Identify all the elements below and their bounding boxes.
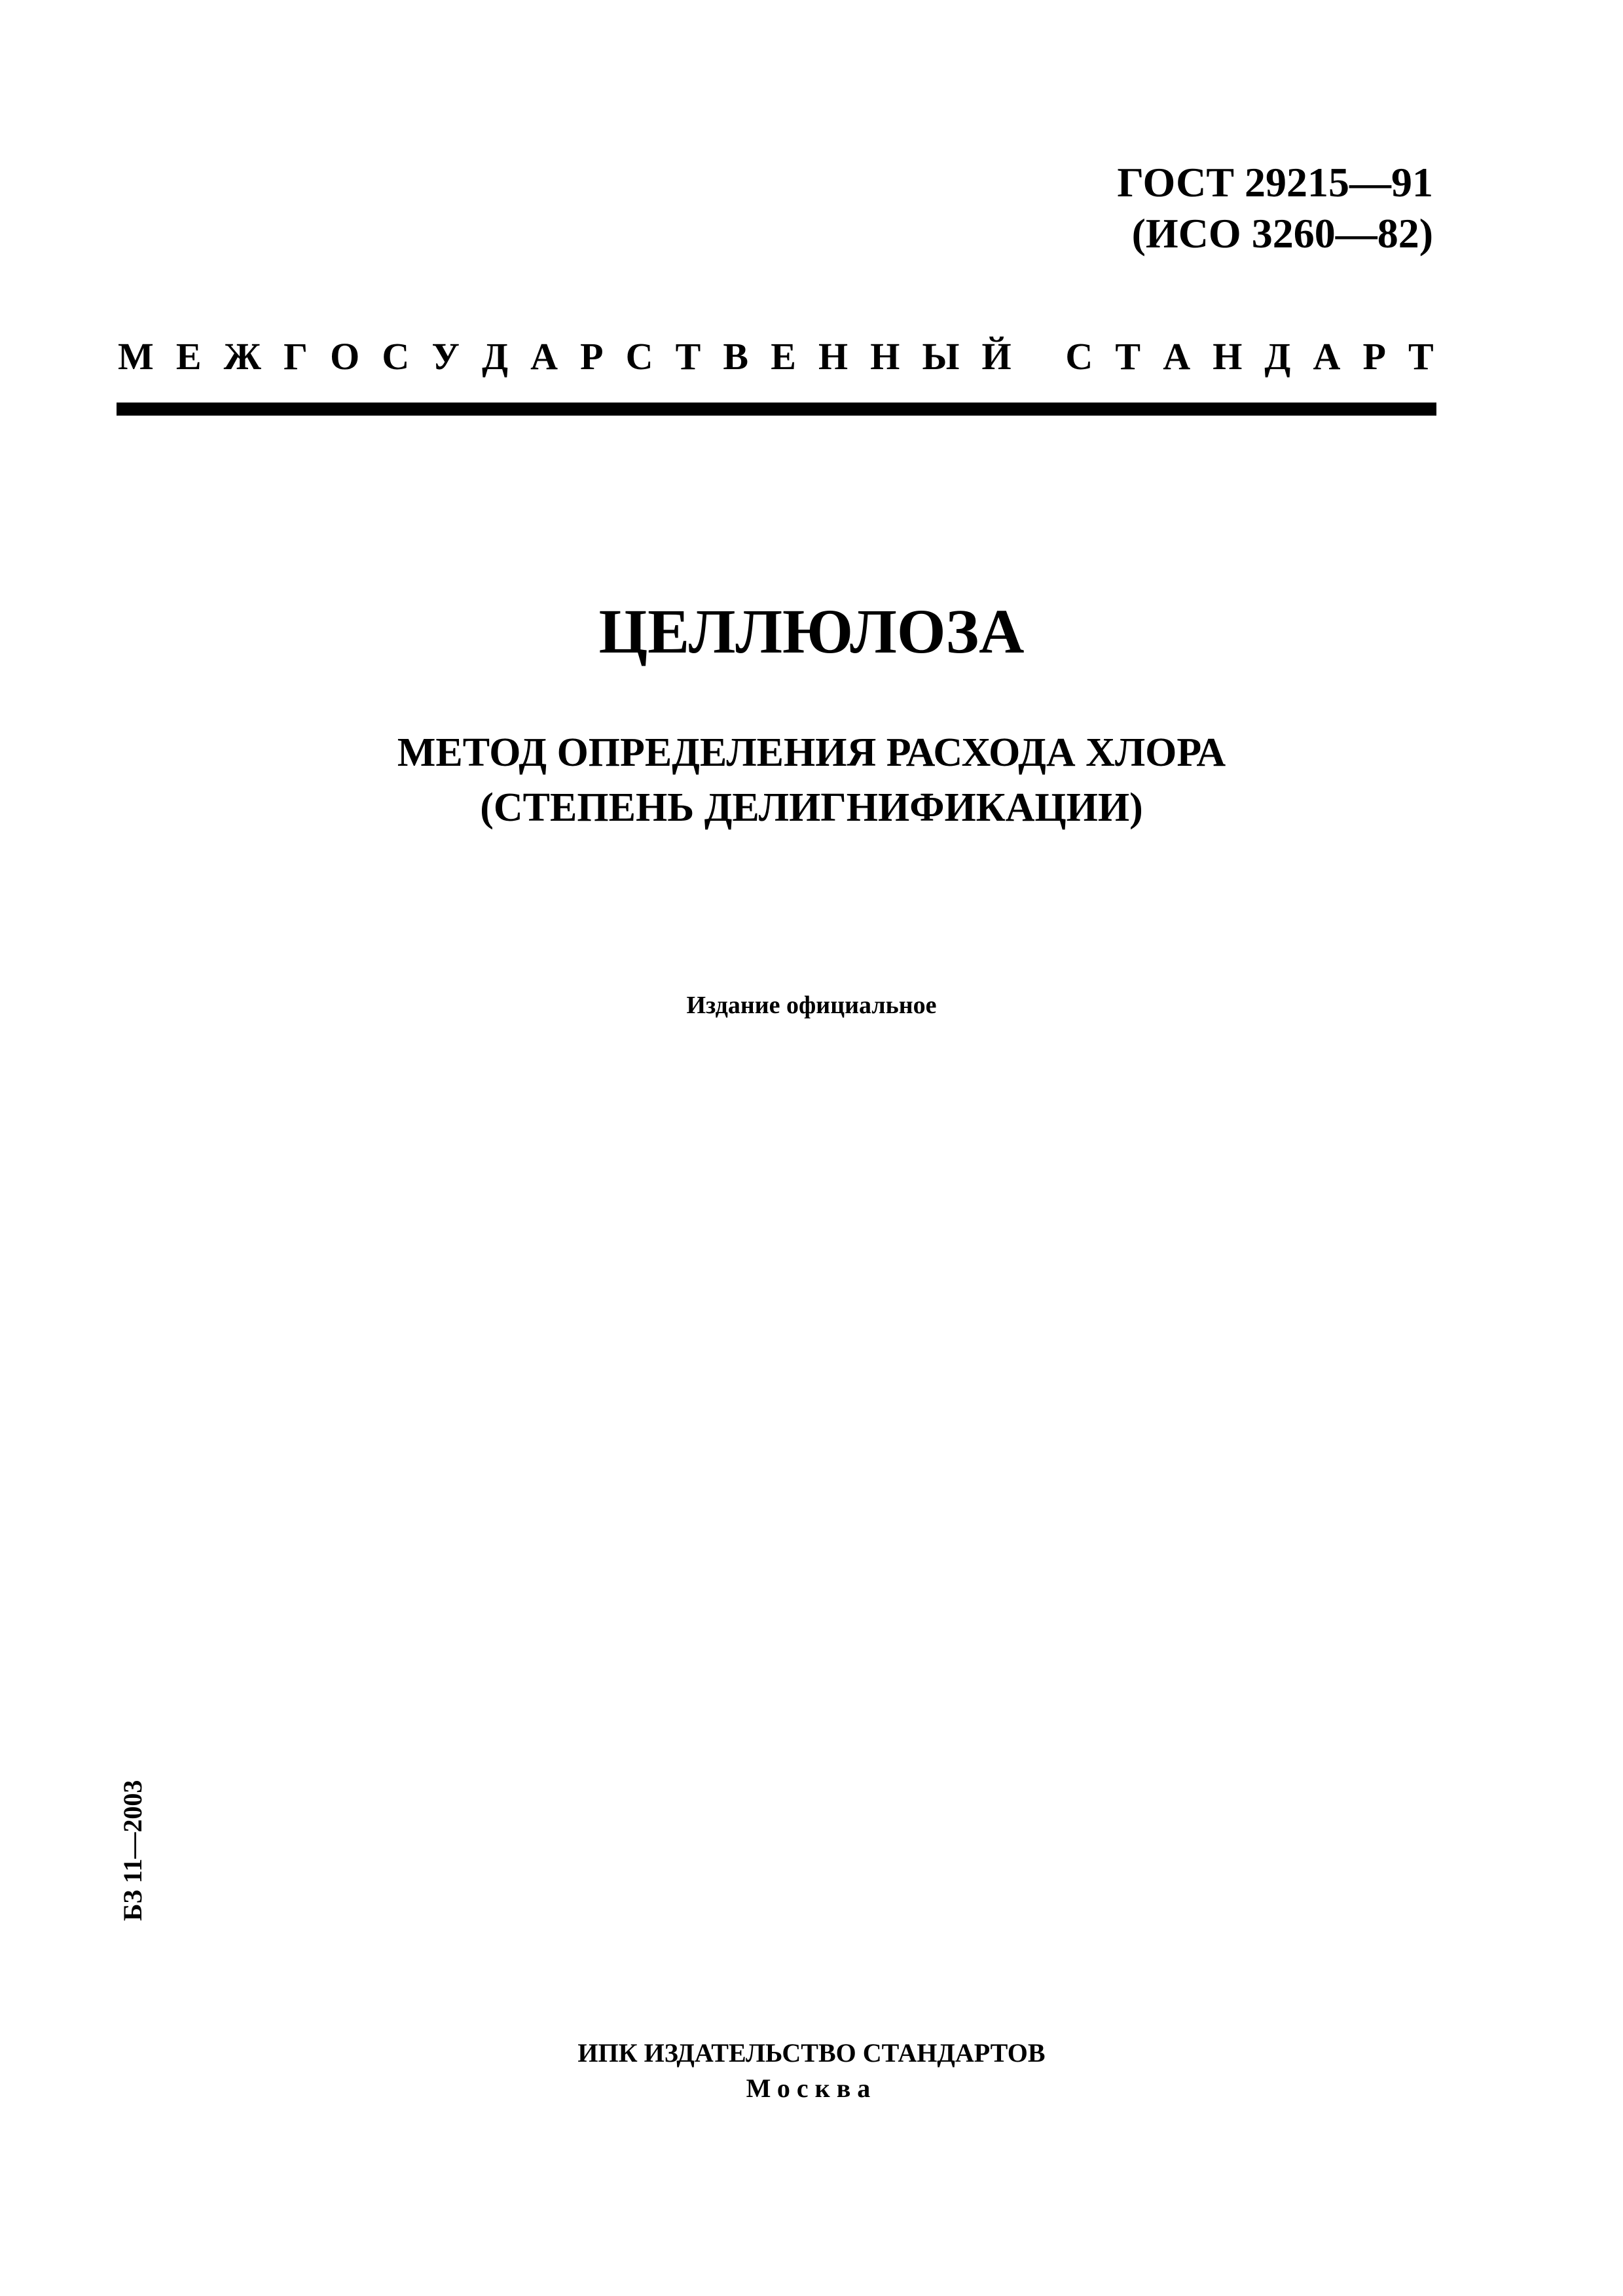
document-subtitle — [0, 725, 1623, 835]
heading-letter: А — [1313, 335, 1341, 378]
publisher-name: ИПК ИЗДАТЕЛЬСТВО СТАНДАРТОВ — [577, 2038, 1046, 2068]
heading-word-gap — [1034, 331, 1044, 383]
heading-letter: С — [382, 335, 410, 378]
heading-letter: Н — [818, 335, 848, 378]
heading-letter: С — [1065, 335, 1093, 378]
publisher-city: Москва — [746, 2073, 877, 2103]
heading-letter: У — [431, 335, 460, 378]
heading-letter: Е — [771, 335, 796, 378]
side-code: БЗ 11—2003 — [118, 1780, 147, 1921]
heading-letter: Р — [580, 335, 604, 378]
heading-letter: Н — [870, 335, 900, 378]
heading-letter: Е — [175, 335, 202, 378]
heading-letter: Ж — [223, 335, 262, 378]
gost-number: ГОСТ 29215—91 — [1117, 159, 1433, 206]
heading-letter: Т — [675, 335, 701, 378]
heading-rule — [117, 403, 1436, 416]
heading-letter: О — [330, 335, 360, 378]
heading-letter: Д — [1264, 335, 1291, 378]
heading-letter: Р — [1362, 335, 1386, 378]
heading-letter: Й — [981, 335, 1012, 378]
subtitle-line-1: МЕТОД ОПРЕДЕЛЕНИЯ РАСХОДА ХЛОРА — [397, 730, 1226, 775]
heading-letter: С — [625, 335, 653, 378]
heading-letter: Н — [1213, 335, 1243, 378]
side-code-container — [117, 1780, 156, 1922]
document-title: ЦЕЛЛЮЛОЗА — [598, 596, 1025, 666]
heading-letter: Д — [482, 335, 508, 378]
heading-letter: А — [530, 335, 558, 378]
interstate-standard-heading — [118, 331, 1434, 383]
iso-number: (ИСО 3260—82) — [1131, 210, 1433, 257]
heading-letter: М — [118, 335, 154, 378]
standard-designation — [1117, 157, 1433, 259]
publisher-block — [0, 2036, 1623, 2106]
heading-letter: В — [723, 335, 749, 378]
heading-letter: Г — [283, 335, 308, 378]
subtitle-line-2: (СТЕПЕНЬ ДЕЛИГНИФИКАЦИИ) — [480, 785, 1143, 830]
edition-note: Издание официальное — [686, 992, 937, 1019]
heading-letter: Т — [1408, 335, 1434, 378]
heading-letter: Т — [1115, 335, 1141, 378]
heading-letter: А — [1163, 335, 1191, 378]
heading-letter: Ы — [922, 335, 960, 378]
